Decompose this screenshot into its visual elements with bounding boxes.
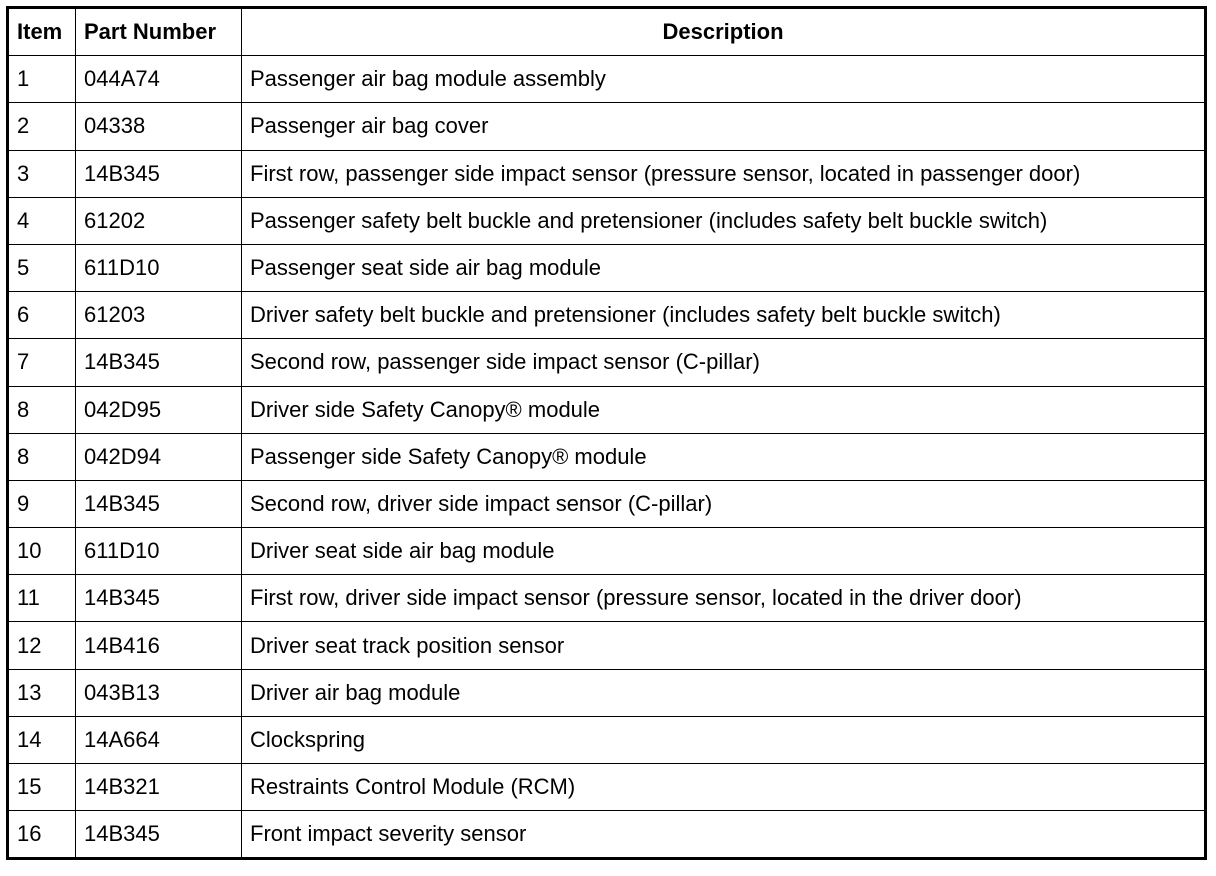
table-row <box>8 622 1206 669</box>
cell-description: Second row, driver side impact sensor (C-pillar) <box>242 480 1206 527</box>
cell-item: 14 <box>8 716 76 763</box>
table-row <box>8 244 1206 291</box>
cell-item: 3 <box>8 150 76 197</box>
header-description: Description <box>242 8 1206 56</box>
cell-item: 2 <box>8 103 76 150</box>
cell-part-number: 611D10 <box>76 244 242 291</box>
cell-item: 8 <box>8 386 76 433</box>
cell-part-number: 042D95 <box>76 386 242 433</box>
table-header-row <box>8 8 1206 56</box>
cell-item: 6 <box>8 292 76 339</box>
cell-part-number: 61202 <box>76 197 242 244</box>
cell-description: Second row, passenger side impact sensor (C-pillar) <box>242 339 1206 386</box>
cell-description: Passenger safety belt buckle and pretensioner (includes safety belt buckle switch) <box>242 197 1206 244</box>
cell-description: Clockspring <box>242 716 1206 763</box>
cell-description: Front impact severity sensor <box>242 811 1206 859</box>
cell-description: Passenger seat side air bag module <box>242 244 1206 291</box>
cell-part-number: 044A74 <box>76 56 242 103</box>
cell-item: 15 <box>8 764 76 811</box>
cell-item: 13 <box>8 669 76 716</box>
cell-part-number: 14B345 <box>76 150 242 197</box>
cell-part-number: 14B321 <box>76 764 242 811</box>
table-body <box>8 56 1206 859</box>
cell-part-number: 14B345 <box>76 480 242 527</box>
cell-item: 4 <box>8 197 76 244</box>
table-row <box>8 764 1206 811</box>
cell-description: Passenger air bag cover <box>242 103 1206 150</box>
table-row <box>8 197 1206 244</box>
cell-part-number: 042D94 <box>76 433 242 480</box>
table-row <box>8 575 1206 622</box>
cell-description: Passenger side Safety Canopy® module <box>242 433 1206 480</box>
cell-part-number: 14B345 <box>76 575 242 622</box>
header-item: Item <box>8 8 76 56</box>
cell-description: Driver safety belt buckle and pretensioner (includes safety belt buckle switch) <box>242 292 1206 339</box>
cell-item: 1 <box>8 56 76 103</box>
cell-part-number: 61203 <box>76 292 242 339</box>
table-row <box>8 528 1206 575</box>
cell-item: 16 <box>8 811 76 859</box>
cell-part-number: 611D10 <box>76 528 242 575</box>
table-row <box>8 811 1206 859</box>
cell-part-number: 043B13 <box>76 669 242 716</box>
cell-item: 8 <box>8 433 76 480</box>
header-part-number: Part Number <box>76 8 242 56</box>
cell-item: 12 <box>8 622 76 669</box>
cell-item: 11 <box>8 575 76 622</box>
cell-part-number: 14B345 <box>76 339 242 386</box>
table-row <box>8 150 1206 197</box>
table-row <box>8 386 1206 433</box>
table-row <box>8 716 1206 763</box>
cell-description: Passenger air bag module assembly <box>242 56 1206 103</box>
cell-description: Driver seat side air bag module <box>242 528 1206 575</box>
cell-item: 5 <box>8 244 76 291</box>
cell-description: Driver air bag module <box>242 669 1206 716</box>
cell-part-number: 14A664 <box>76 716 242 763</box>
table-row <box>8 669 1206 716</box>
table-row <box>8 103 1206 150</box>
parts-table <box>6 6 1207 860</box>
cell-part-number: 04338 <box>76 103 242 150</box>
cell-part-number: 14B416 <box>76 622 242 669</box>
cell-item: 9 <box>8 480 76 527</box>
cell-description: First row, driver side impact sensor (pressure sensor, located in the driver door) <box>242 575 1206 622</box>
cell-item: 7 <box>8 339 76 386</box>
table-row <box>8 339 1206 386</box>
cell-item: 10 <box>8 528 76 575</box>
cell-description: Driver seat track position sensor <box>242 622 1206 669</box>
table-row <box>8 433 1206 480</box>
table-row <box>8 292 1206 339</box>
table-row <box>8 56 1206 103</box>
cell-description: First row, passenger side impact sensor (pressure sensor, located in passenger door) <box>242 150 1206 197</box>
cell-part-number: 14B345 <box>76 811 242 859</box>
cell-description: Driver side Safety Canopy® module <box>242 386 1206 433</box>
cell-description: Restraints Control Module (RCM) <box>242 764 1206 811</box>
table-row <box>8 480 1206 527</box>
